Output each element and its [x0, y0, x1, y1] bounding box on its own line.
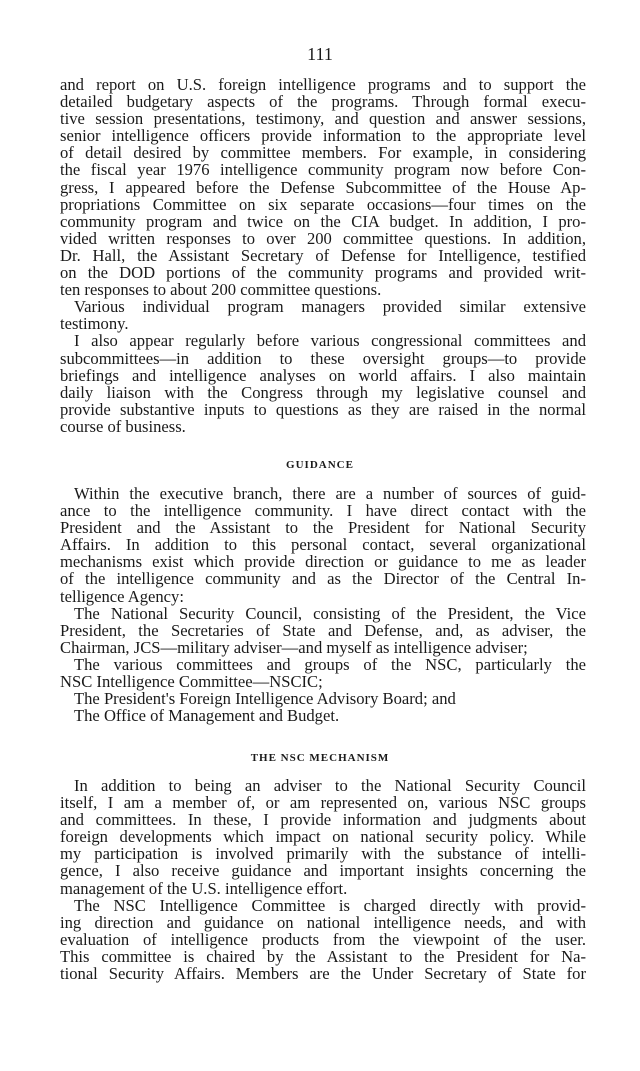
paragraph-congressional-committees — [60, 332, 586, 435]
text-line: senior intelligence officers provide information to the appropriate level — [60, 126, 586, 146]
list-item-advisory-board — [60, 690, 586, 707]
text-line: of detail desired by committee members. For example, in considering — [60, 143, 586, 163]
body-section-congress — [60, 76, 586, 435]
text-line: I also appear regularly before various congressional committees and — [74, 331, 586, 351]
page-number: 111 — [307, 44, 333, 64]
text-line: community program and twice on the CIA budget. In addition, I pro- — [60, 211, 586, 231]
text-line: my participation is involved primarily with the substance of intelli- — [60, 844, 586, 864]
text-line: testimony. — [60, 314, 129, 334]
list-item-nsc-committees — [60, 656, 586, 690]
section-heading-nsc-mechanism: THE NSC MECHANISM — [250, 752, 390, 764]
text-line: the fiscal year 1976 intelligence community program now before Con- — [60, 160, 586, 180]
text-line: briefings and intelligence analyses on world affairs. I also maintain — [60, 365, 586, 385]
section-heading-guidance: GUIDANCE — [286, 459, 354, 471]
text-line: tional Security Affairs. Members are the Under Secretary of State for — [60, 964, 586, 984]
text-line: telligence Agency: — [60, 586, 184, 606]
paragraph-nsc-adviser — [60, 777, 586, 897]
text-line: propriations Committee on six separate occasions—four times on the — [60, 194, 586, 214]
paragraph-program-managers — [60, 298, 586, 332]
text-line: ten responses to about 200 committee questions. — [60, 280, 382, 300]
text-line: management of the U.S. intelligence effort. — [60, 878, 348, 898]
text-line: on the DOD portions of the community programs and provided writ- — [60, 263, 586, 283]
text-line: Affairs. In addition to this personal contact, several organizational — [60, 535, 586, 555]
text-line: foreign developments which impact on national security policy. While — [60, 827, 586, 847]
text-line: and report on U.S. foreign intelligence programs and to support the — [60, 75, 586, 94]
text-line: detailed budgetary aspects of the programs. Through formal execu- — [60, 92, 586, 112]
paragraph-nscic — [60, 897, 586, 982]
text-line: evaluation of intelligence products from the viewpoint of the user. — [60, 929, 586, 949]
text-line: President, the Secretaries of State and Defense, and, as adviser, the — [60, 620, 586, 640]
text-line: gence, I also receive guidance and important insights concerning the — [60, 861, 586, 881]
text-line: vided written responses to over 200 committee questions. In addition, — [60, 228, 586, 248]
paragraph-sources-of-guidance — [60, 485, 586, 605]
text-line: Various individual program managers provided similar extensive — [74, 297, 586, 317]
text-line: ance to the intelligence community. I have direct contact with the — [60, 501, 586, 521]
text-line: mechanisms exist which provide direction or guidance to me as leader — [60, 552, 586, 572]
text-line: ing direction and guidance on national intelligence needs, and with — [60, 912, 586, 932]
text-line: The various committees and groups of the NSC, particularly the — [74, 654, 586, 674]
text-line: The President's Foreign Intelligence Advisory Board; and — [74, 689, 456, 709]
text-line: and committees. In these, I provide information and judgments about — [60, 810, 586, 830]
text-line: itself, I am a member of, or am represented on, various NSC groups — [60, 793, 586, 813]
body-section-nsc — [60, 777, 586, 982]
text-line: Dr. Hall, the Assistant Secretary of Defense for Intelligence, testified — [60, 245, 586, 265]
text-line: subcommittees—in addition to these oversight groups—to provide — [60, 348, 586, 368]
text-line: tive session presentations, testimony, and question and answer sessions, — [60, 109, 586, 129]
text-line: of the intelligence community and as the Director of the Central In- — [60, 569, 586, 589]
list-item-omb — [60, 707, 586, 724]
text-line: This committee is chaired by the Assistant to the President for Na- — [60, 946, 586, 966]
text-line: course of business. — [60, 416, 186, 436]
text-line: President and the Assistant to the President for National Security — [60, 518, 586, 538]
text-line: The Office of Management and Budget. — [74, 706, 340, 726]
list-item-nsc — [60, 605, 586, 656]
text-line: Chairman, JCS—military adviser—and myself as intelligence adviser; — [60, 637, 528, 657]
text-line: The NSC Intelligence Committee is charged directly with provid- — [74, 895, 586, 915]
body-section-guidance — [60, 485, 586, 724]
text-line: Within the executive branch, there are a number of sources of guid- — [74, 484, 586, 503]
text-line: provide substantive inputs to questions as they are raised in the normal — [60, 399, 586, 419]
text-line: daily liaison with the Congress through my legislative counsel and — [60, 382, 586, 402]
text-line: The National Security Council, consisting of the President, the Vice — [74, 603, 586, 623]
text-line: gress, I appeared before the Defense Subcommittee of the House Ap- — [60, 177, 586, 197]
paragraph-budget-testimony — [60, 76, 586, 298]
text-line: NSC Intelligence Committee—NSCIC; — [60, 672, 323, 692]
text-line: In addition to being an adviser to the National Security Council — [74, 776, 586, 795]
